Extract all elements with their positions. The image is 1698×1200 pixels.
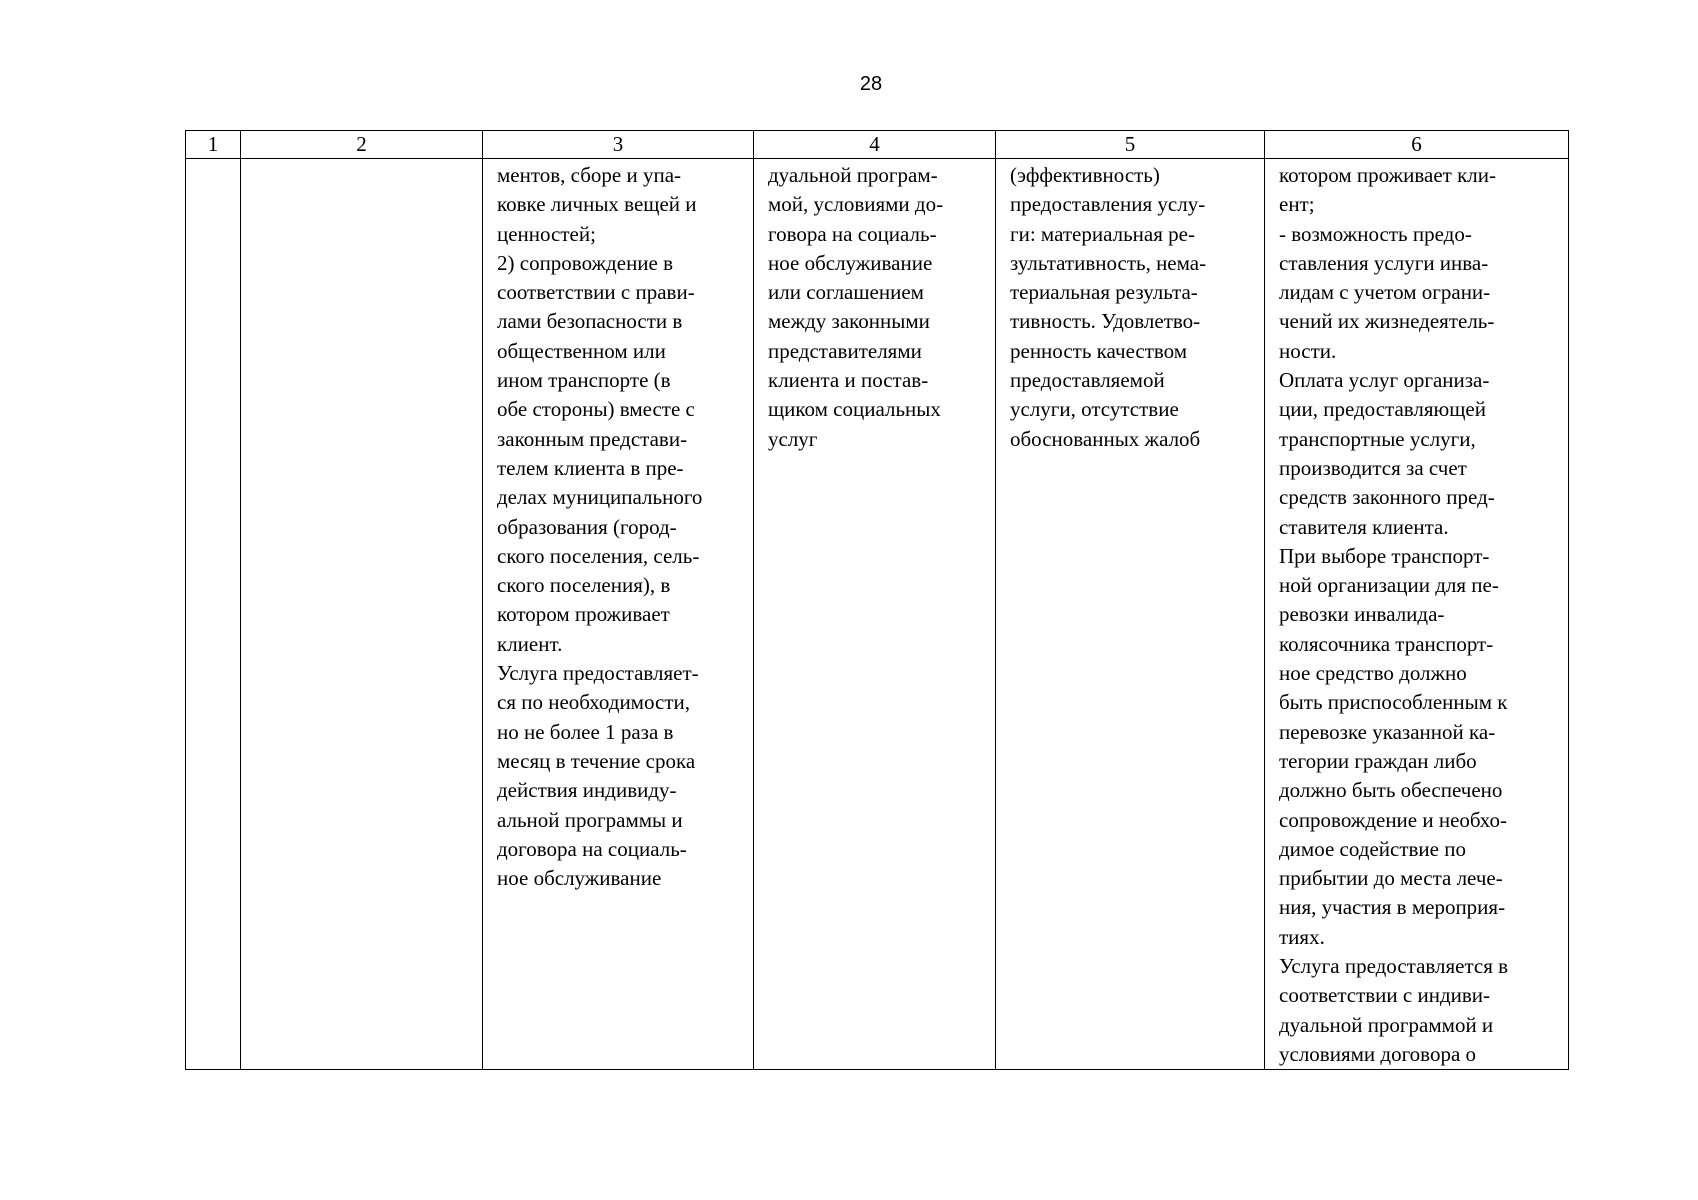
cell-text-line: ского поселения, сель- <box>497 543 700 568</box>
column-number-6: 6 <box>1265 131 1569 159</box>
column-number-3: 3 <box>483 131 754 159</box>
cell-text-line: телем клиента в пре- <box>497 455 684 480</box>
cell-text-line: месяц в течение срока <box>497 748 696 773</box>
cell-col1 <box>186 159 241 1070</box>
cell-text-line: ценностей; <box>497 221 596 246</box>
cell-text-line: ревозки инвалида- <box>1279 602 1445 627</box>
cell-text-line: обоснованных жалоб <box>1010 426 1201 451</box>
cell-text-line: альной программы и <box>497 807 683 832</box>
cell-text-line: ное обслуживание <box>768 250 933 275</box>
cell-text-line: тегории граждан либо <box>1279 748 1477 773</box>
services-table <box>185 130 1569 1070</box>
cell-text-line: услуги, отсутствие <box>1010 397 1179 422</box>
cell-text-line: ставителя клиента. <box>1279 514 1449 539</box>
cell-text-line: (эффективность) <box>1010 163 1160 187</box>
cell-text-line: сопровождение и необхо- <box>1279 807 1507 832</box>
cell-col6 <box>1265 159 1569 1070</box>
cell-text-line: ции, предоставляющей <box>1279 397 1486 422</box>
cell-text-line: соответствии с прави- <box>497 280 695 305</box>
cell-text-line: ренность качеством <box>1010 338 1188 363</box>
cell-text-line: колясочника транспорт- <box>1279 631 1494 656</box>
table-row <box>186 159 1569 1070</box>
cell-text-line: ином транспорте (в <box>497 368 671 393</box>
cell-text-line: предоставляемой <box>1010 368 1165 393</box>
cell-text-line: предоставления услу- <box>1010 192 1206 217</box>
cell-text-line: ставления услуги инва- <box>1279 250 1489 275</box>
cell-text-line: ся по необходимости, <box>497 690 690 715</box>
cell-text-line: ное средство должно <box>1279 661 1467 686</box>
cell-text-line: перевозке указанной ка- <box>1279 719 1496 744</box>
cell-text-line: 2) сопровождение в <box>497 250 674 275</box>
cell-text-line: общественном или <box>497 338 666 363</box>
cell-text-line: Услуга предоставляется в <box>1279 954 1509 979</box>
cell-text-line: тиях. <box>1279 924 1325 949</box>
cell-col5 <box>996 159 1265 1070</box>
column-number-2: 2 <box>241 131 483 159</box>
cell-col2 <box>241 159 483 1070</box>
cell-text-line: клиента и постав- <box>768 368 929 393</box>
cell-text-line: законным представи- <box>497 426 688 451</box>
cell-text-line: териальная результа- <box>1010 280 1198 305</box>
cell-text-line: но не более 1 раза в <box>497 719 674 744</box>
cell-col3 <box>483 159 754 1070</box>
cell-text-line: тивность. Удовлетво- <box>1010 309 1201 334</box>
cell-text-line: ского поселения), в <box>497 573 671 598</box>
cell-text-line: ной организации для пе- <box>1279 573 1499 598</box>
cell-text-line: говора на социаль- <box>768 221 937 246</box>
cell-text-line: котором проживает кли- <box>1279 163 1496 187</box>
cell-text-line: ги: материальная ре- <box>1010 221 1195 246</box>
cell-text-line: между законными <box>768 309 930 334</box>
cell-text-line: образования (город- <box>497 514 677 539</box>
cell-text-line: быть приспособленным к <box>1279 690 1508 715</box>
page-number: 28 <box>859 73 883 95</box>
cell-text-line: котором проживает <box>497 602 670 627</box>
cell-text-line: делах муниципального <box>497 485 703 510</box>
cell-text-line: средств законного пред- <box>1279 485 1495 510</box>
cell-text-line: прибытии до места лече- <box>1279 866 1503 891</box>
cell-text-line: ния, участия в мероприя- <box>1279 895 1506 920</box>
cell-text-line: клиент. <box>497 631 563 656</box>
table-header-row <box>186 131 1569 159</box>
cell-text-line: лидам с учетом ограни- <box>1279 280 1491 305</box>
cell-text-line: представителями <box>768 338 922 363</box>
cell-text-line: производится за счет <box>1279 455 1467 480</box>
cell-text-line: соответствии с индиви- <box>1279 983 1491 1008</box>
cell-text-line: щиком социальных <box>768 397 941 422</box>
cell-text-line: действия индивиду- <box>497 778 677 803</box>
cell-text-line: обе стороны) вместе с <box>497 397 695 422</box>
cell-text-line: транспортные услуги, <box>1279 426 1476 451</box>
cell-text-line: ное обслуживание <box>497 866 662 891</box>
cell-text-line: дуальной программой и <box>1279 1012 1494 1037</box>
cell-text-line: - возможность предо- <box>1279 221 1472 246</box>
cell-text-line: дуальной програм- <box>768 163 938 187</box>
cell-text-line: договора на социаль- <box>497 836 687 861</box>
cell-text-line: или соглашением <box>768 280 924 305</box>
cell-text-line: димое содействие по <box>1279 836 1466 861</box>
cell-text-line: лами безопасности в <box>497 309 683 334</box>
cell-text-line: зультативность, нема- <box>1010 250 1207 275</box>
cell-text-line: ности. <box>1279 338 1337 363</box>
cell-text-line: ент; <box>1279 192 1315 217</box>
cell-text-line: Оплата услуг организа- <box>1279 368 1490 393</box>
cell-text-line: ментов, сборе и упа- <box>497 163 682 187</box>
cell-text-line: условиями договора о <box>1279 1041 1477 1066</box>
column-number-1: 1 <box>186 131 241 159</box>
cell-text-line: ковке личных вещей и <box>497 192 697 217</box>
cell-text-line: чений их жизнедеятель- <box>1279 309 1495 334</box>
column-number-4: 4 <box>754 131 996 159</box>
cell-text-line: При выборе транспорт- <box>1279 543 1490 568</box>
cell-text-line: Услуга предоставляет- <box>497 661 699 686</box>
cell-text-line: услуг <box>768 426 818 451</box>
cell-text-line: мой, условиями до- <box>768 192 944 217</box>
cell-col4 <box>754 159 996 1070</box>
column-number-5: 5 <box>996 131 1265 159</box>
cell-text-line: должно быть обеспечено <box>1279 778 1503 803</box>
